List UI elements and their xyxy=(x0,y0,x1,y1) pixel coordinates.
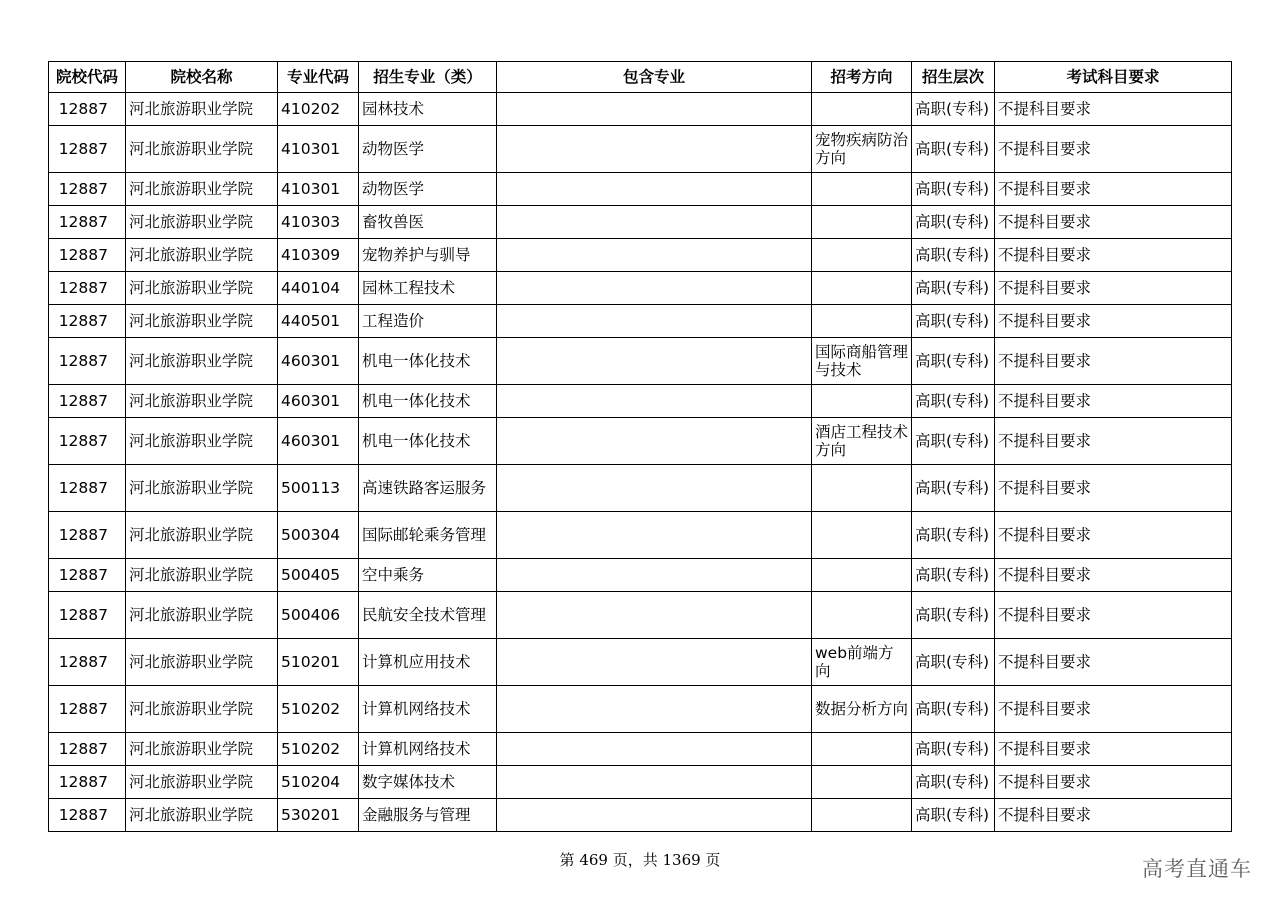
included-majors-cell xyxy=(497,766,812,799)
major-cell: 宠物养护与驯导 xyxy=(359,239,497,272)
major-code-cell: 500113 xyxy=(278,465,359,512)
school-name-cell: 河北旅游职业学院 xyxy=(126,418,278,465)
included-majors-cell xyxy=(497,239,812,272)
school-name-cell: 河北旅游职业学院 xyxy=(126,272,278,305)
school-code-cell: 12887 xyxy=(49,559,126,592)
major-cell: 动物医学 xyxy=(359,173,497,206)
table-row xyxy=(49,206,1232,239)
subject-requirements-cell: 不提科目要求 xyxy=(995,385,1232,418)
school-code-cell: 12887 xyxy=(49,206,126,239)
level-cell: 高职(专科) xyxy=(912,686,995,733)
school-code-cell: 12887 xyxy=(49,766,126,799)
included-majors-cell xyxy=(497,418,812,465)
direction-cell xyxy=(812,465,912,512)
school-name-cell: 河北旅游职业学院 xyxy=(126,239,278,272)
direction-cell xyxy=(812,272,912,305)
direction-cell xyxy=(812,206,912,239)
watermark: 高考直通车 xyxy=(1142,857,1252,881)
included-majors-cell xyxy=(497,686,812,733)
table-row xyxy=(49,272,1232,305)
level-cell: 高职(专科) xyxy=(912,592,995,639)
level-cell: 高职(专科) xyxy=(912,338,995,385)
subject-requirements-cell: 不提科目要求 xyxy=(995,239,1232,272)
included-majors-cell xyxy=(497,93,812,126)
included-majors-cell xyxy=(497,338,812,385)
level-cell: 高职(专科) xyxy=(912,173,995,206)
school-code-cell: 12887 xyxy=(49,733,126,766)
direction-cell: 数据分析方向 xyxy=(812,686,912,733)
level-cell: 高职(专科) xyxy=(912,559,995,592)
included-majors-cell xyxy=(497,206,812,239)
major-code-cell: 500406 xyxy=(278,592,359,639)
school-name-cell: 河北旅游职业学院 xyxy=(126,686,278,733)
table-row xyxy=(49,385,1232,418)
included-majors-cell xyxy=(497,385,812,418)
school-name-cell: 河北旅游职业学院 xyxy=(126,799,278,832)
included-majors-cell xyxy=(497,799,812,832)
subject-requirements-cell: 不提科目要求 xyxy=(995,418,1232,465)
subject-requirements-cell: 不提科目要求 xyxy=(995,305,1232,338)
subject-requirements-cell: 不提科目要求 xyxy=(995,126,1232,173)
level-cell: 高职(专科) xyxy=(912,465,995,512)
school-code-cell: 12887 xyxy=(49,512,126,559)
direction-cell xyxy=(812,173,912,206)
major-cell: 计算机网络技术 xyxy=(359,686,497,733)
header-major: 招生专业（类） xyxy=(359,62,497,93)
school-code-cell: 12887 xyxy=(49,272,126,305)
school-code-cell: 12887 xyxy=(49,592,126,639)
school-code-cell: 12887 xyxy=(49,239,126,272)
direction-cell: 国际商船管理与技术 xyxy=(812,338,912,385)
included-majors-cell xyxy=(497,639,812,686)
school-code-cell: 12887 xyxy=(49,686,126,733)
level-cell: 高职(专科) xyxy=(912,305,995,338)
subject-requirements-cell: 不提科目要求 xyxy=(995,592,1232,639)
major-cell: 机电一体化技术 xyxy=(359,338,497,385)
major-cell: 园林技术 xyxy=(359,93,497,126)
included-majors-cell xyxy=(497,305,812,338)
major-cell: 国际邮轮乘务管理 xyxy=(359,512,497,559)
direction-cell xyxy=(812,512,912,559)
major-code-cell: 460301 xyxy=(278,385,359,418)
level-cell: 高职(专科) xyxy=(912,639,995,686)
school-code-cell: 12887 xyxy=(49,418,126,465)
header-direction: 招考方向 xyxy=(812,62,912,93)
major-cell: 工程造价 xyxy=(359,305,497,338)
table-row xyxy=(49,686,1232,733)
major-code-cell: 410301 xyxy=(278,173,359,206)
direction-cell xyxy=(812,93,912,126)
school-name-cell: 河北旅游职业学院 xyxy=(126,512,278,559)
school-name-cell: 河北旅游职业学院 xyxy=(126,305,278,338)
school-code-cell: 12887 xyxy=(49,385,126,418)
major-code-cell: 510201 xyxy=(278,639,359,686)
school-code-cell: 12887 xyxy=(49,799,126,832)
major-code-cell: 460301 xyxy=(278,338,359,385)
major-code-cell: 410303 xyxy=(278,206,359,239)
subject-requirements-cell: 不提科目要求 xyxy=(995,93,1232,126)
table-row xyxy=(49,93,1232,126)
major-cell: 计算机应用技术 xyxy=(359,639,497,686)
subject-requirements-cell: 不提科目要求 xyxy=(995,206,1232,239)
table-row xyxy=(49,465,1232,512)
major-cell: 动物医学 xyxy=(359,126,497,173)
admissions-table xyxy=(48,61,1232,832)
major-code-cell: 500304 xyxy=(278,512,359,559)
major-code-cell: 410301 xyxy=(278,126,359,173)
major-cell: 机电一体化技术 xyxy=(359,418,497,465)
school-code-cell: 12887 xyxy=(49,465,126,512)
school-code-cell: 12887 xyxy=(49,305,126,338)
direction-cell: 酒店工程技术方向 xyxy=(812,418,912,465)
direction-cell xyxy=(812,239,912,272)
major-code-cell: 440501 xyxy=(278,305,359,338)
major-code-cell: 410202 xyxy=(278,93,359,126)
major-code-cell: 460301 xyxy=(278,418,359,465)
direction-cell xyxy=(812,799,912,832)
school-code-cell: 12887 xyxy=(49,639,126,686)
subject-requirements-cell: 不提科目要求 xyxy=(995,799,1232,832)
subject-requirements-cell: 不提科目要求 xyxy=(995,559,1232,592)
table-row xyxy=(49,799,1232,832)
major-code-cell: 510202 xyxy=(278,733,359,766)
major-code-cell: 440104 xyxy=(278,272,359,305)
school-name-cell: 河北旅游职业学院 xyxy=(126,559,278,592)
school-name-cell: 河北旅游职业学院 xyxy=(126,126,278,173)
header-major-code: 专业代码 xyxy=(278,62,359,93)
table-row xyxy=(49,639,1232,686)
direction-cell xyxy=(812,385,912,418)
subject-requirements-cell: 不提科目要求 xyxy=(995,766,1232,799)
subject-requirements-cell: 不提科目要求 xyxy=(995,733,1232,766)
table-row xyxy=(49,592,1232,639)
level-cell: 高职(专科) xyxy=(912,418,995,465)
header-level: 招生层次 xyxy=(912,62,995,93)
school-name-cell: 河北旅游职业学院 xyxy=(126,766,278,799)
header-school-code: 院校代码 xyxy=(49,62,126,93)
school-name-cell: 河北旅游职业学院 xyxy=(126,465,278,512)
table-row xyxy=(49,559,1232,592)
level-cell: 高职(专科) xyxy=(912,93,995,126)
level-cell: 高职(专科) xyxy=(912,766,995,799)
subject-requirements-cell: 不提科目要求 xyxy=(995,465,1232,512)
school-code-cell: 12887 xyxy=(49,126,126,173)
school-name-cell: 河北旅游职业学院 xyxy=(126,338,278,385)
table-row xyxy=(49,173,1232,206)
table-row xyxy=(49,733,1232,766)
major-cell: 畜牧兽医 xyxy=(359,206,497,239)
level-cell: 高职(专科) xyxy=(912,512,995,559)
table-row xyxy=(49,338,1232,385)
header-included-majors: 包含专业 xyxy=(497,62,812,93)
major-code-cell: 530201 xyxy=(278,799,359,832)
school-name-cell: 河北旅游职业学院 xyxy=(126,173,278,206)
table-row xyxy=(49,766,1232,799)
major-cell: 数字媒体技术 xyxy=(359,766,497,799)
level-cell: 高职(专科) xyxy=(912,126,995,173)
subject-requirements-cell: 不提科目要求 xyxy=(995,686,1232,733)
level-cell: 高职(专科) xyxy=(912,799,995,832)
direction-cell xyxy=(812,592,912,639)
level-cell: 高职(专科) xyxy=(912,239,995,272)
school-name-cell: 河北旅游职业学院 xyxy=(126,592,278,639)
school-name-cell: 河北旅游职业学院 xyxy=(126,206,278,239)
level-cell: 高职(专科) xyxy=(912,385,995,418)
table-row xyxy=(49,512,1232,559)
table-row xyxy=(49,239,1232,272)
school-name-cell: 河北旅游职业学院 xyxy=(126,639,278,686)
header-school-name: 院校名称 xyxy=(126,62,278,93)
included-majors-cell xyxy=(497,173,812,206)
major-cell: 计算机网络技术 xyxy=(359,733,497,766)
school-name-cell: 河北旅游职业学院 xyxy=(126,733,278,766)
subject-requirements-cell: 不提科目要求 xyxy=(995,173,1232,206)
school-name-cell: 河北旅游职业学院 xyxy=(126,93,278,126)
school-name-cell: 河北旅游职业学院 xyxy=(126,385,278,418)
subject-requirements-cell: 不提科目要求 xyxy=(995,639,1232,686)
direction-cell xyxy=(812,766,912,799)
page-footer: 第 469 页，共 1369 页 xyxy=(559,851,721,869)
major-cell: 空中乘务 xyxy=(359,559,497,592)
subject-requirements-cell: 不提科目要求 xyxy=(995,338,1232,385)
direction-cell: 宠物疾病防治方向 xyxy=(812,126,912,173)
major-cell: 民航安全技术管理 xyxy=(359,592,497,639)
subject-requirements-cell: 不提科目要求 xyxy=(995,272,1232,305)
major-code-cell: 510202 xyxy=(278,686,359,733)
included-majors-cell xyxy=(497,126,812,173)
major-cell: 机电一体化技术 xyxy=(359,385,497,418)
table-header-row xyxy=(49,62,1232,93)
direction-cell xyxy=(812,733,912,766)
table-row xyxy=(49,418,1232,465)
major-code-cell: 410309 xyxy=(278,239,359,272)
school-code-cell: 12887 xyxy=(49,173,126,206)
included-majors-cell xyxy=(497,733,812,766)
school-code-cell: 12887 xyxy=(49,338,126,385)
included-majors-cell xyxy=(497,272,812,305)
level-cell: 高职(专科) xyxy=(912,272,995,305)
school-code-cell: 12887 xyxy=(49,93,126,126)
major-code-cell: 510204 xyxy=(278,766,359,799)
level-cell: 高职(专科) xyxy=(912,206,995,239)
included-majors-cell xyxy=(497,512,812,559)
table-row xyxy=(49,305,1232,338)
direction-cell: web前端方向 xyxy=(812,639,912,686)
included-majors-cell xyxy=(497,559,812,592)
direction-cell xyxy=(812,305,912,338)
major-cell: 园林工程技术 xyxy=(359,272,497,305)
major-code-cell: 500405 xyxy=(278,559,359,592)
level-cell: 高职(专科) xyxy=(912,733,995,766)
major-cell: 金融服务与管理 xyxy=(359,799,497,832)
included-majors-cell xyxy=(497,465,812,512)
direction-cell xyxy=(812,559,912,592)
subject-requirements-cell: 不提科目要求 xyxy=(995,512,1232,559)
table-row xyxy=(49,126,1232,173)
table-body xyxy=(49,93,1232,832)
major-cell: 高速铁路客运服务 xyxy=(359,465,497,512)
included-majors-cell xyxy=(497,592,812,639)
header-subject-requirements: 考试科目要求 xyxy=(995,62,1232,93)
